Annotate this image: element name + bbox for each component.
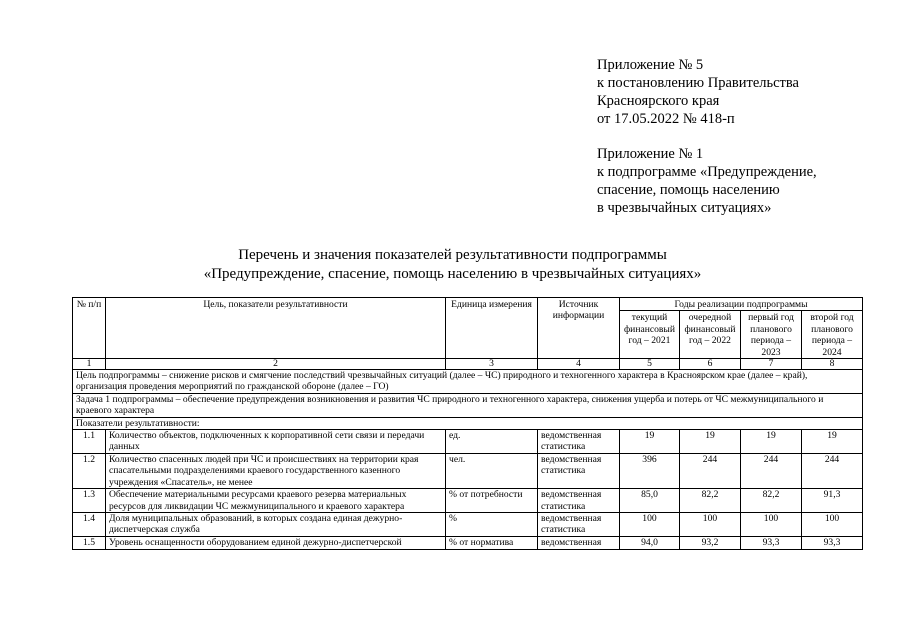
table-row: [73, 453, 863, 488]
row-name: Обеспечение материальными ресурсами краевого резерва материальных ресурсов для ликвидации ЧС межмуниципального и краевого характера: [106, 489, 446, 513]
row-value-2024: 19: [802, 430, 863, 454]
row-value-2024: 93,3: [802, 536, 863, 549]
header-goal: Цель, показатели результативности: [106, 298, 446, 359]
header-2024: второй год планового периода – 2024: [802, 311, 863, 359]
appendix-5-line3: Красноярского края: [597, 93, 720, 109]
row-unit: чел.: [446, 453, 538, 488]
column-number: 2: [106, 359, 446, 370]
indicators-heading: Показатели результативности:: [73, 417, 863, 429]
appendix-1-line4: в чрезвычайных ситуациях»: [597, 200, 772, 216]
row-value-2021: 94,0: [620, 536, 680, 549]
appendix-1-line3: спасение, помощь населению: [597, 182, 780, 198]
row-value-2022: 100: [680, 512, 741, 536]
task-row: [73, 393, 863, 417]
row-name: Доля муниципальных образований, в которых создана единая дежурно-диспетчерская служба: [106, 512, 446, 536]
row-value-2021: 396: [620, 453, 680, 488]
row-value-2022: 82,2: [680, 489, 741, 513]
column-number: 6: [680, 359, 741, 370]
row-source: ведомственная статистика: [538, 430, 620, 454]
row-num: 1.1: [73, 430, 106, 454]
row-source: ведомственная статистика: [538, 453, 620, 488]
indicators-heading-row: [73, 417, 863, 429]
row-value-2023: 100: [741, 512, 802, 536]
row-value-2021: 19: [620, 430, 680, 454]
row-value-2021: 85,0: [620, 489, 680, 513]
row-value-2022: 19: [680, 430, 741, 454]
header-years: Годы реализации подпрограммы: [620, 298, 863, 311]
document-title-line1: Перечень и значения показателей результативности подпрограммы: [238, 247, 667, 263]
row-unit: % от потребности: [446, 489, 538, 513]
row-value-2023: 244: [741, 453, 802, 488]
header-2022: очередной финансовый год – 2022: [680, 311, 741, 359]
table-row: [73, 536, 863, 549]
row-unit: % от норматива: [446, 536, 538, 549]
header-2021: текущий финансовый год – 2021: [620, 311, 680, 359]
column-number: 3: [446, 359, 538, 370]
row-num: 1.3: [73, 489, 106, 513]
goal-text: Цель подпрограммы – снижение рисков и смягчение последствий чрезвычайных ситуаций (далее – ЧС) природного и техногенного характера в Красноярском крае (далее – край), организация проведения мероприятий по гражданской обороне (далее – ГО): [73, 370, 863, 394]
row-value-2022: 244: [680, 453, 741, 488]
column-number: 4: [538, 359, 620, 370]
appendix-5-line4: от 17.05.2022 № 418-п: [597, 111, 735, 127]
column-number: 5: [620, 359, 680, 370]
row-value-2022: 93,2: [680, 536, 741, 549]
header-unit: Единица измерения: [446, 298, 538, 359]
column-number: 7: [741, 359, 802, 370]
row-name: Количество объектов, подключенных к корпоративной сети связи и передачи данных: [106, 430, 446, 454]
column-number: 8: [802, 359, 863, 370]
table-row: [73, 489, 863, 513]
row-name: Уровень оснащенности оборудованием единой дежурно-диспетчерской: [106, 536, 446, 549]
appendix-5-line1: Приложение № 5: [597, 57, 704, 73]
row-value-2024: 91,3: [802, 489, 863, 513]
header-2023: первый год планового периода – 2023: [741, 311, 802, 359]
row-num: 1.2: [73, 453, 106, 488]
appendix-1-line2: к подпрограмме «Предупреждение,: [597, 164, 817, 180]
appendix-1-line1: Приложение № 1: [597, 146, 704, 162]
header-source: Источник информации: [538, 298, 620, 359]
row-value-2024: 100: [802, 512, 863, 536]
table-row: [73, 512, 863, 536]
row-source: ведомственная: [538, 536, 620, 549]
row-value-2023: 82,2: [741, 489, 802, 513]
document-title-line2: «Предупреждение, спасение, помощь населению в чрезвычайных ситуациях»: [203, 266, 702, 282]
row-value-2024: 244: [802, 453, 863, 488]
header-num: № п/п: [73, 298, 106, 359]
task-text: Задача 1 подпрограммы – обеспечение предупреждения возникновения и развития ЧС природного и техногенного характера, снижения ущерба и потерь от ЧС межмуниципального и краевого характера: [73, 393, 863, 417]
row-name: Количество спасенных людей при ЧС и происшествиях на территории края спасательными подразделениями краевого государственного казенного учреждения «Спасатель», не менее: [106, 453, 446, 488]
row-num: 1.4: [73, 512, 106, 536]
appendix-5-line2: к постановлению Правительства: [597, 75, 799, 91]
goal-row: [73, 370, 863, 394]
row-num: 1.5: [73, 536, 106, 549]
column-number: 1: [73, 359, 106, 370]
row-value-2023: 19: [741, 430, 802, 454]
row-value-2021: 100: [620, 512, 680, 536]
indicators-table: [72, 297, 863, 550]
row-source: ведомственная статистика: [538, 512, 620, 536]
row-source: ведомственная статистика: [538, 489, 620, 513]
table-row: [73, 430, 863, 454]
appendix-5-block: [597, 56, 799, 128]
row-value-2023: 93,3: [741, 536, 802, 549]
column-number-row: [73, 359, 863, 370]
appendix-1-block: [597, 145, 817, 217]
row-unit: ед.: [446, 430, 538, 454]
row-unit: %: [446, 512, 538, 536]
